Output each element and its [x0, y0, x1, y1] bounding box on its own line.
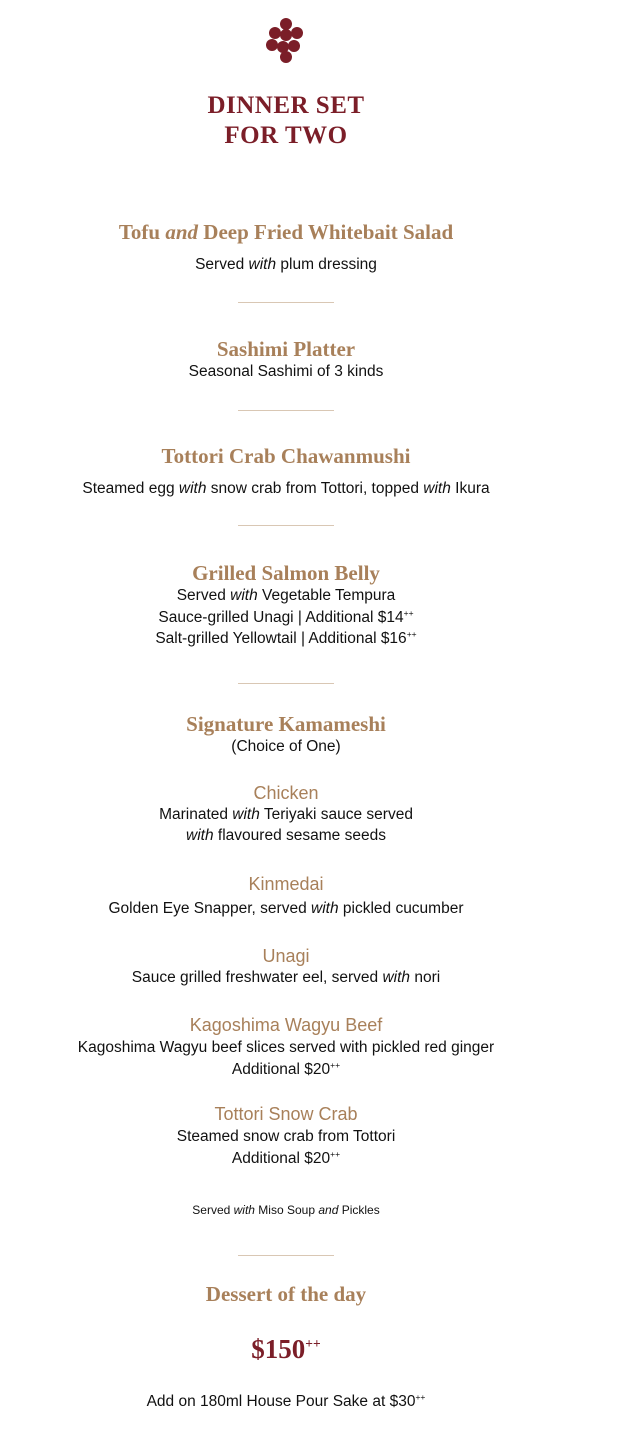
desc-text: Golden Eye Snapper, served [108, 900, 311, 917]
course-title: Grilled Salmon Belly [192, 561, 380, 585]
title-text: Deep Fried Whitebait Salad [198, 220, 454, 244]
option-description: Steamed snow crab from Tottori [176, 1128, 396, 1145]
desc-italic: with [186, 827, 214, 844]
desc-text: Ikura [450, 480, 490, 497]
option-description [0, 825, 572, 847]
grape-cluster-icon [263, 18, 309, 64]
price-sup: ++ [305, 1336, 321, 1351]
price-sup: ++ [330, 1059, 341, 1070]
addon-text: Salt-grilled Yellowtail | Additional $16 [155, 630, 407, 647]
option-name: Unagi [262, 946, 310, 966]
addon-sup: ++ [415, 1391, 426, 1402]
option-name: Chicken [253, 783, 319, 803]
option-name: Kagoshima Wagyu Beef [189, 1015, 383, 1035]
divider [238, 683, 334, 684]
desc-text: nori [410, 969, 441, 986]
desc-text: Marinated [159, 806, 233, 823]
addon-line [0, 607, 572, 629]
desc-text: Steamed egg [82, 480, 179, 497]
option-name: Tottori Snow Crab [214, 1104, 358, 1124]
desc-text: Vegetable Tempura [257, 587, 396, 604]
option-price [0, 1059, 572, 1081]
course-description: Seasonal Sashimi of 3 kinds [188, 363, 384, 380]
set-price [0, 1333, 572, 1365]
divider [238, 410, 334, 411]
served-with-note [0, 1202, 572, 1218]
note-text: Pickles [338, 1203, 380, 1217]
desc-text: snow crab from Tottori, topped [206, 480, 424, 497]
desc-italic: with [232, 806, 260, 823]
addon-sup: ++ [403, 607, 414, 618]
desc-italic: with [230, 587, 258, 604]
desc-text: Served [176, 587, 231, 604]
option-name: Kinmedai [248, 874, 324, 894]
course-description [0, 254, 572, 276]
desc-italic: with [382, 969, 411, 986]
price-amount: $150 [251, 1334, 306, 1364]
option-description [0, 804, 572, 826]
title-text: Tofu [118, 220, 166, 244]
note-text: Miso Soup [254, 1203, 319, 1217]
option-price [0, 1148, 572, 1170]
desc-text: Teriyaki sauce served [259, 806, 413, 823]
sake-addon [0, 1391, 572, 1413]
price-text: Additional $20 [231, 1061, 331, 1078]
course-description [0, 478, 572, 500]
page-title-line2: FOR TWO [224, 122, 348, 149]
course-title: Dessert of the day [205, 1282, 367, 1306]
desc-text: flavoured sesame seeds [213, 827, 386, 844]
divider [238, 1255, 334, 1256]
addon-text: Sauce-grilled Unagi | Additional $14 [158, 609, 404, 626]
price-sup: ++ [330, 1148, 341, 1159]
price-text: Additional $20 [231, 1150, 331, 1167]
desc-italic: with [311, 900, 339, 917]
desc-text: Served [195, 256, 249, 273]
course-description [0, 585, 572, 607]
note-text: Served [192, 1203, 234, 1217]
course-title [0, 219, 572, 245]
course-title: Tottori Crab Chawanmushi [161, 444, 411, 468]
divider [238, 302, 334, 303]
page-title [0, 91, 572, 151]
addon-text: Add on 180ml House Pour Sake at $30 [146, 1393, 416, 1410]
option-description [0, 967, 572, 989]
note-italic: with [233, 1203, 255, 1217]
divider [238, 525, 334, 526]
course-title: Sashimi Platter [216, 337, 356, 361]
addon-sup: ++ [406, 628, 417, 639]
course-subtitle: (Choice of One) [231, 738, 341, 755]
desc-italic: with [178, 480, 207, 497]
addon-line [0, 628, 572, 650]
page-title-line1: DINNER SET [207, 92, 365, 119]
desc-text: plum dressing [276, 256, 377, 273]
desc-text: pickled cucumber [338, 900, 464, 917]
option-description [0, 898, 572, 920]
desc-italic: with [423, 480, 451, 497]
desc-italic: with [248, 256, 277, 273]
note-italic: and [318, 1203, 339, 1217]
title-italic: and [165, 220, 199, 244]
course-title: Signature Kamameshi [186, 712, 386, 736]
desc-text: Sauce grilled freshwater eel, served [131, 969, 383, 986]
option-description: Kagoshima Wagyu beef slices served with pickled red ginger [77, 1039, 495, 1056]
